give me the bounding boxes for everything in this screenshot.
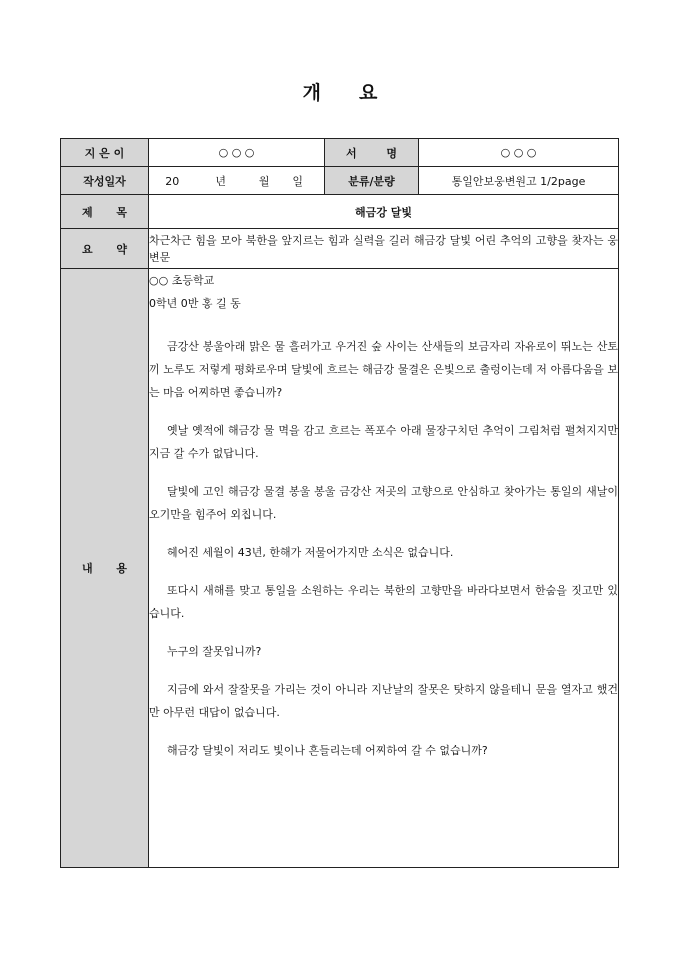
paragraph: 지금에 와서 잘잘못을 가리는 것이 아니라 지난날의 잘못은 탓하지 않을테니 문을 열자고 했건만 아무런 대답이 없습니다. xyxy=(149,683,618,719)
title-char-2: 요 xyxy=(359,82,378,104)
school-name: ○○ 초등학교 xyxy=(149,274,215,287)
content-label: 내 용 xyxy=(61,269,149,868)
document-title xyxy=(0,78,680,105)
subject-value: 해금강 달빛 xyxy=(149,195,619,229)
category-label: 분류/분량 xyxy=(325,167,419,195)
signature-label: 서 명 xyxy=(325,139,419,167)
outline-form-table xyxy=(60,138,619,868)
paragraph: 누구의 잘못입니까? xyxy=(167,645,262,658)
paragraph: 헤어진 세월이 43년, 한해가 저물어가지만 소식은 없습니다. xyxy=(167,546,454,559)
signature-value: ○ ○ ○ xyxy=(419,139,619,167)
author-label: 지 은 이 xyxy=(61,139,149,167)
date-year-unit: 년 xyxy=(215,174,227,188)
paragraph: 옛날 옛적에 해금강 물 멱을 감고 흐르는 폭포수 아래 물장구치던 추억이 그림처럼 펼쳐지지만 지금 갈 수가 없답니다. xyxy=(149,424,618,460)
title-char-1: 개 xyxy=(302,82,321,104)
paragraph: 금강산 봉울아래 맑은 물 흘러가고 우거진 숲 사이는 산새들의 보금자리 자유로이 뛰노는 산토끼 노루도 저렇게 평화로우며 달빛에 흐르는 해금강 물결은 은빛으로 출렁이는데 저 아름다움을 보는 마음 어찌하면 좋습니까? xyxy=(149,340,618,399)
paragraph: 달빛에 고인 해금강 물결 봉울 봉울 금강산 저곳의 고향으로 안심하고 찾아가는 통일의 새날이 오기만을 힘주어 외칩니다. xyxy=(149,485,618,521)
date-month-unit: 월 xyxy=(258,174,270,188)
date-year: 20 xyxy=(165,174,180,188)
date-value xyxy=(149,167,325,195)
date-label: 작성일자 xyxy=(61,167,149,195)
student-name: 0학년 0반 홍 길 동 xyxy=(149,297,241,310)
paragraph: 또다시 새해를 맞고 통일을 소원하는 우리는 북한의 고향만을 바라다보면서 한숨을 짓고만 있습니다. xyxy=(149,584,618,620)
category-value: 통일안보웅변원고 1/2page xyxy=(419,167,619,195)
summary-label: 요 약 xyxy=(61,229,149,269)
subject-label: 제 목 xyxy=(61,195,149,229)
paragraph: 해금강 달빛이 저리도 빛이나 흔들리는데 어찌하여 갈 수 없습니까? xyxy=(167,744,488,757)
content-body xyxy=(149,269,619,868)
date-day-unit: 일 xyxy=(292,174,304,188)
summary-value: 차근차근 힘을 모아 북한을 앞지르는 힘과 실력을 길러 해금강 달빛 어린 추억의 고향을 찾자는 웅변문 xyxy=(149,229,619,269)
author-value: ○ ○ ○ xyxy=(149,139,325,167)
